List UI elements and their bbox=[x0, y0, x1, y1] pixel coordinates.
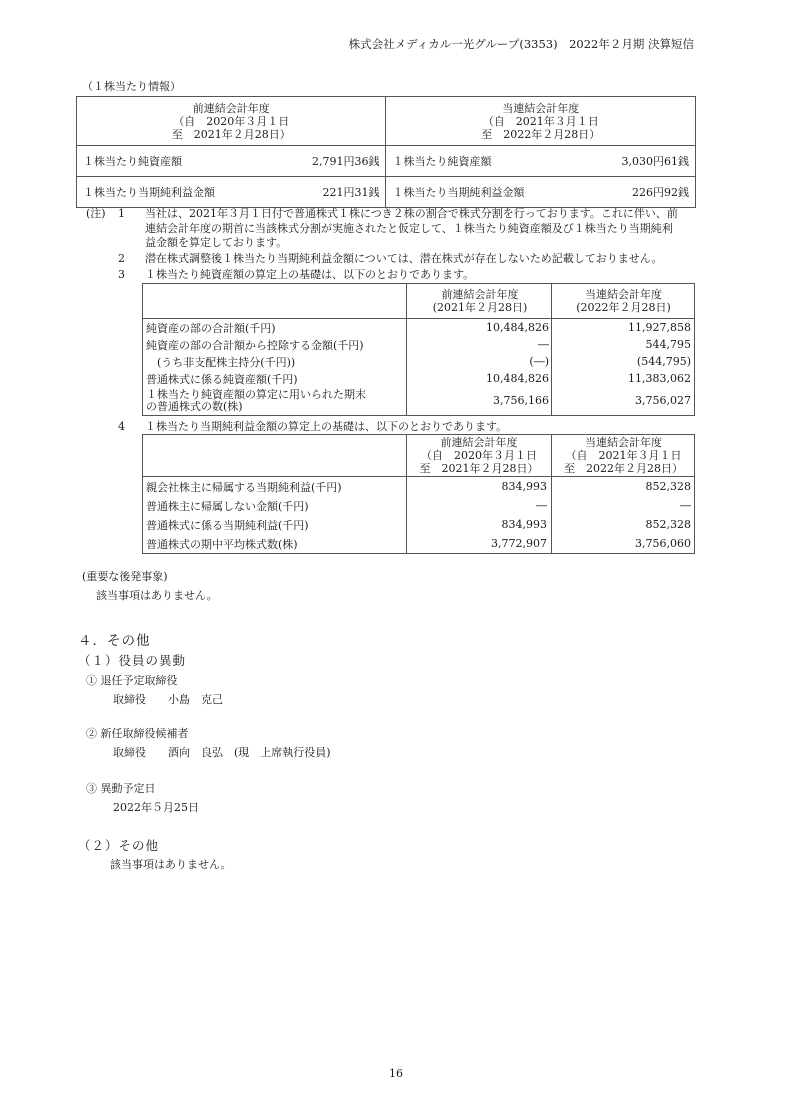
change-date-title: ③ 異動予定日 bbox=[86, 782, 156, 795]
note-2-text: 潜在株式調整後１株当たり当期純利益金額については、潜在株式が存在しないため記載しておりません。 bbox=[145, 252, 663, 265]
row-value: 2,791円36銭 bbox=[277, 146, 386, 177]
subsequent-events-text: 該当事項はありません。 bbox=[96, 589, 218, 602]
prev-period-header: 前連結会計年度 （自 2020年３月１日 至 2021年２月28日） bbox=[407, 435, 552, 477]
table-row bbox=[77, 177, 696, 208]
table-header-row bbox=[143, 435, 695, 477]
row-label: １株当たり当期純利益金額 bbox=[77, 177, 277, 208]
note-number: 2 bbox=[118, 252, 125, 265]
table-row: (うち非支配株主持分(千円)) (―) (544,795) bbox=[143, 353, 695, 370]
note-3-text: １株当たり純資産額の算定上の基礎は、以下のとおりであります。 bbox=[145, 268, 475, 281]
per-share-section-label: （１株当たり情報） bbox=[82, 80, 181, 93]
row-label: １株当たり当期純利益金額 bbox=[386, 177, 586, 208]
net-assets-basis-table bbox=[142, 283, 695, 416]
note-number: 4 bbox=[118, 420, 125, 433]
table-row: 普通株主に帰属しない金額(千円) ― ― bbox=[143, 496, 695, 515]
table-header-row bbox=[143, 284, 695, 319]
row-label: １株当たり純資産額 bbox=[77, 146, 277, 177]
row-value: 3,030円61銭 bbox=[586, 146, 696, 177]
table-row bbox=[77, 146, 696, 177]
per-share-info-table bbox=[76, 96, 696, 208]
table-row: 普通株式の期中平均株式数(株) 3,772,907 3,756,060 bbox=[143, 534, 695, 554]
misc-text: 該当事項はありません。 bbox=[110, 858, 232, 871]
row-value: 226円92銭 bbox=[586, 177, 696, 208]
note-1-text: 当社は、2021年３月１日付で普通株式１株につき２株の割合で株式分割を行っております。これに伴い、前 連結会計年度の期首に当該株式分割が実施されたと仮定して、１株当たり純資産額及び１株当たり当期純利 益金額を算定しております。 bbox=[145, 207, 678, 249]
table-row: 純資産の部の合計額から控除する金額(千円) ― 544,795 bbox=[143, 336, 695, 353]
note-number: 3 bbox=[118, 268, 125, 281]
new-director-title: ② 新任取締役候補者 bbox=[86, 727, 189, 740]
notes-label: (注) bbox=[86, 207, 106, 220]
new-director-detail: 取締役 酒向 良弘 (現 上席執行役員) bbox=[113, 746, 331, 759]
prev-period-header: 前連結会計年度 (2021年２月28日) bbox=[407, 284, 552, 319]
table-row: 普通株式に係る純資産額(千円) 10,484,826 11,383,062 bbox=[143, 370, 695, 387]
curr-period-header: 当連結会計年度 （自 2021年３月１日 至 2022年２月28日） bbox=[552, 435, 695, 477]
table-header-row bbox=[77, 97, 696, 146]
officers-change-heading: （１）役員の異動 bbox=[78, 653, 187, 668]
section-heading-other: ４．その他 bbox=[78, 633, 151, 649]
note-number: 1 bbox=[118, 207, 125, 220]
misc-heading: （２）その他 bbox=[78, 838, 160, 853]
retiring-director-detail: 取締役 小島 克己 bbox=[113, 693, 223, 706]
table-row: 親会社株主に帰属する当期純利益(千円) 834,993 852,328 bbox=[143, 477, 695, 497]
curr-period-header: 当連結会計年度 (2022年２月28日) bbox=[552, 284, 695, 319]
page-number: 16 bbox=[389, 1067, 403, 1080]
change-date-detail: 2022年５月25日 bbox=[113, 801, 199, 814]
document-header-title: 株式会社メディカル一光グループ(3353) 2022年２月期 決算短信 bbox=[348, 37, 694, 51]
subsequent-events-label: (重要な後発事象) bbox=[82, 570, 168, 583]
table-row: １株当たり純資産額の算定に用いられた期末 の普通株式の数(株) 3,756,166 3,756,027 bbox=[143, 387, 695, 416]
note-4-text: １株当たり当期純利益金額の算定上の基礎は、以下のとおりであります。 bbox=[145, 420, 508, 433]
row-value: 221円31銭 bbox=[277, 177, 386, 208]
table-row: 普通株式に係る当期純利益(千円) 834,993 852,328 bbox=[143, 515, 695, 534]
curr-period-header: 当連結会計年度 （自 2021年３月１日 至 2022年２月28日） bbox=[386, 97, 696, 146]
net-income-basis-table bbox=[142, 434, 695, 554]
table-row: 純資産の部の合計額(千円) 10,484,826 11,927,858 bbox=[143, 319, 695, 337]
row-label: １株当たり純資産額 bbox=[386, 146, 586, 177]
retiring-director-title: ① 退任予定取締役 bbox=[86, 674, 178, 687]
prev-period-header: 前連結会計年度 （自 2020年３月１日 至 2021年２月28日） bbox=[77, 97, 386, 146]
